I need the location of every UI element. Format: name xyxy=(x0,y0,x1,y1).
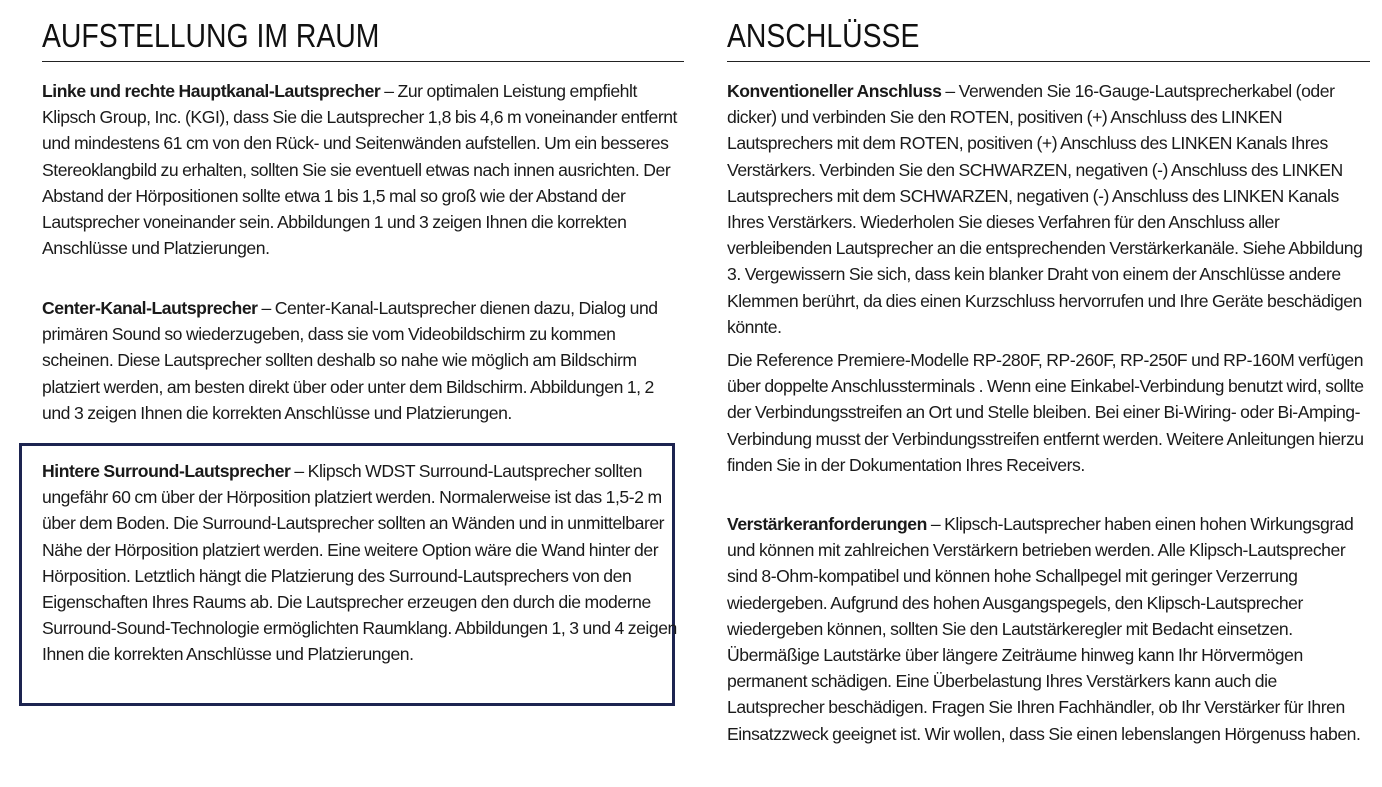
main-speakers-paragraph xyxy=(42,78,684,261)
dual-terminals-paragraph xyxy=(727,347,1370,478)
surround-speakers-title: Hintere Surround-Lautsprecher xyxy=(42,461,291,481)
center-speaker-dash: – xyxy=(257,298,275,318)
placement-heading-rule xyxy=(42,61,684,62)
surround-speakers-dash: – xyxy=(290,461,308,481)
center-speaker-paragraph xyxy=(42,295,684,426)
conventional-connection-dash: – xyxy=(941,81,959,101)
center-speaker-title: Center-Kanal-Lautsprecher xyxy=(42,298,258,318)
conventional-connection-paragraph xyxy=(727,78,1370,340)
connections-heading: ANSCHLÜSSE xyxy=(727,17,920,54)
amplifier-requirements-text: Klipsch-Lautsprecher haben einen hohen Wirkungsgrad und können mit zahlreichen Verstärkern betrieben werden. Alle Klipsch-Lautsprecher sind 8-Ohm-kompatibel und können hohe Schallpegel mit geringer Verzerrung wiedergeben. Aufgrund des hohen Ausgangspegels, den Klipsch-Lautsprecher wiedergeben können, sollten Sie den Lautstärkeregler mit Bedacht einsetzen. Übermäßige Lautstärke über längere Zeiträume hinweg kann Ihr Hörvermögen permanent schädigen. Eine Überbelastung Ihres Verstärkers kann auch die Lautsprecher beschädigen. Fragen Sie Ihren Fachhändler, ob Ihr Verstärker für Ihren Einsatzzweck geeignet ist. Wir wollen, dass Sie einen lebenslangen Hörgenuss haben. xyxy=(727,514,1361,744)
main-speakers-title: Linke und rechte Hauptkanal-Lautsprecher xyxy=(42,81,381,101)
connections-heading-rule xyxy=(727,61,1370,62)
placement-heading: AUFSTELLUNG IM RAUM xyxy=(42,17,380,54)
main-speakers-dash: – xyxy=(380,81,398,101)
surround-speakers-paragraph xyxy=(42,458,684,668)
conventional-connection-text: Verwenden Sie 16-Gauge-Lautsprecherkabel (oder dicker) und verbinden Sie den ROTEN, positiven (+) Anschluss des LINKEN Lautsprechers mit dem ROTEN, positiven (+) Anschluss des LINKEN Kanals Ihres Verstärkers. Verbinden Sie den SCHWARZEN, negativen (-) Anschluss des LINKEN Lautsprechers mit dem SCHWARZEN, negativen (-) Anschluss des LINKEN Kanals Ihres Verstärkers. Wiederholen Sie dieses Verfahren für den Anschluss aller verbleibenden Lautsprecher an die entsprechenden Verstärkerkanäle. Siehe Abbildung 3. Vergewissern Sie sich, dass kein blanker Draht von einem der Anschlüsse andere Klemmen berührt, da dies einen Kurzschluss hervorrufen und Ihre Geräte beschädigen könnte. xyxy=(727,81,1363,337)
main-speakers-text: Zur optimalen Leistung empfiehlt Klipsch Group, Inc. (KGI), dass Sie die Lautsprecher 1,8 bis 4,6 m voneinander entfernt und mindestens 61 cm von den Rück- und Seitenwänden aufstellen. Um ein besseres Stereoklangbild zu erhalten, sollten Sie sie eventuell etwas nach innen ausrichten. Der Abstand der Hörpositionen sollte etwa 1 bis 1,5 mal so groß wie der Abstand der Lautsprecher voneinander sein. Abbildungen 1 und 3 zeigen Ihnen die korrekten Anschlüsse und Platzierungen. xyxy=(42,81,677,259)
conventional-connection-title: Konventioneller Anschluss xyxy=(727,81,942,101)
amplifier-requirements-paragraph xyxy=(727,511,1370,747)
surround-speakers-text: Klipsch WDST Surround-Lautsprecher sollten ungefähr 60 cm über der Hörposition platziert werden. Normalerweise ist das 1,5-2 m über dem Boden. Die Surround-Lautsprecher sollten an Wänden und in unmittelbarer Nähe der Hörposition platziert werden. Eine weitere Option wäre die Wand hinter der Hörposition. Letztlich hängt die Platzierung des Surround-Lautsprechers von den Eigenschaften Ihres Raums ab. Die Lautsprecher erzeugen den durch die moderne Surround-Sound-Technologie ermöglichten Raumklang. Abbildungen 1, 3 und 4 zeigen Ihnen die korrekten Anschlüsse und Platzierungen. xyxy=(42,461,677,665)
dual-terminals-text: Die Reference Premiere-Modelle RP-280F, RP-260F, RP-250F und RP-160M verfügen über doppelte Anschlussterminals . Wenn eine Einkabel-Verbindung benutzt wird, sollte der Verbindungsstreifen an Ort und Stelle bleiben. Bei einer Bi-Wiring- oder Bi-Amping-Verbindung musst der Verbindungsstreifen entfernt werden. Weitere Anleitungen hierzu finden Sie in der Dokumentation Ihres Receivers. xyxy=(727,350,1364,475)
amplifier-requirements-dash: – xyxy=(926,514,945,534)
amplifier-requirements-title: Verstärkeranforderungen xyxy=(727,514,927,534)
center-speaker-text: Center-Kanal-Lautsprecher dienen dazu, Dialog und primären Sound so wiederzugeben, dass sie vom Videobildschirm zu kommen scheinen. Diese Lautsprecher sollten deshalb so nahe wie möglich am Bildschirm platziert werden, am besten direkt über oder unter dem Bildschirm. Abbildungen 1, 2 und 3 zeigen Ihnen die korrekten Anschlüsse und Platzierungen. xyxy=(42,298,658,423)
